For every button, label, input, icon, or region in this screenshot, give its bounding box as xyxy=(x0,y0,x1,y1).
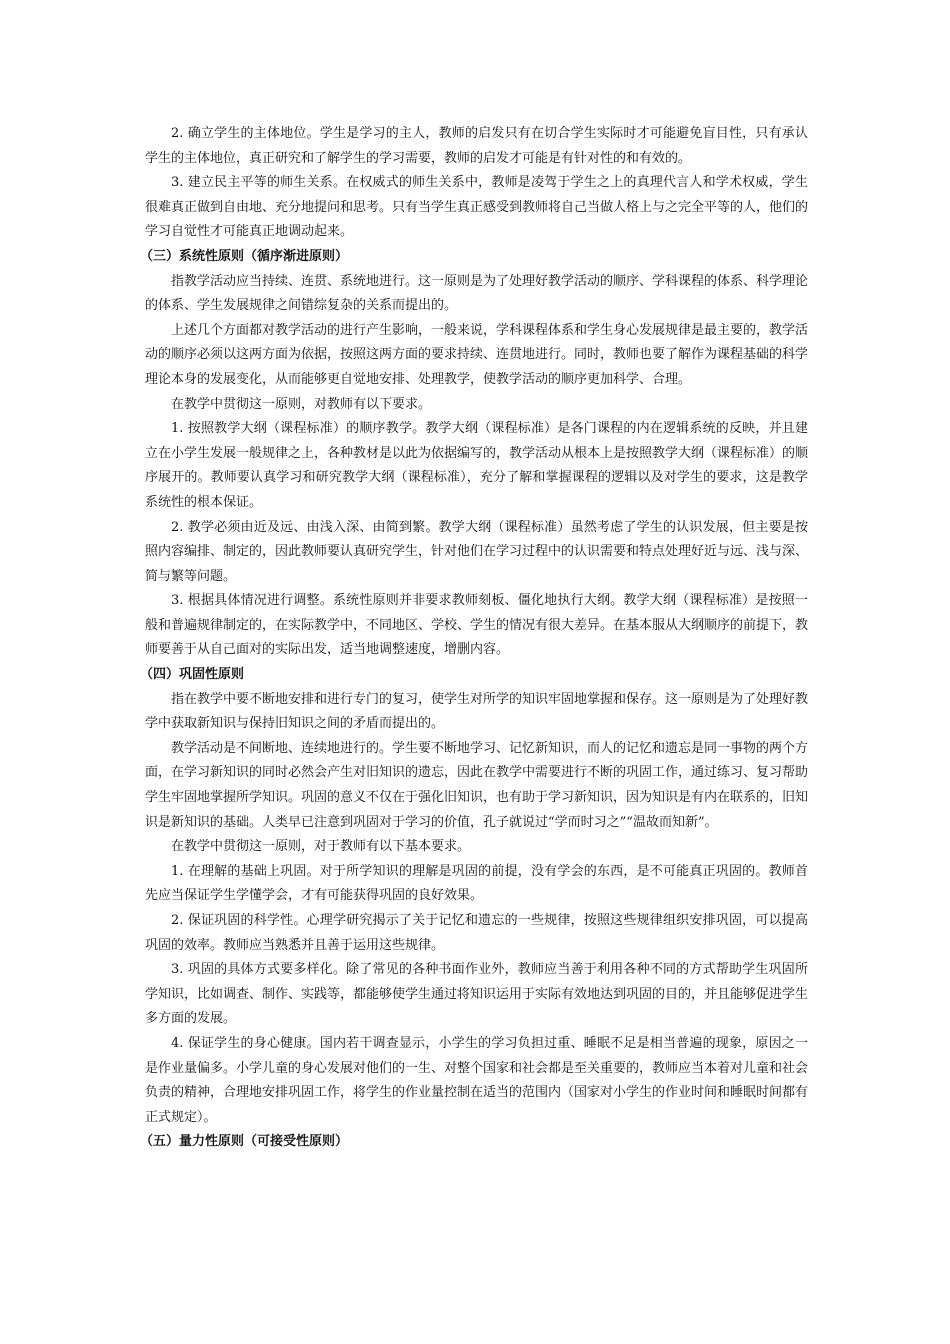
paragraph: 4. 保证学生的身心健康。国内若干调查显示，小学生的学习负担过重、睡眠不足是相当普遍的现象，原因之一是作业量偏多。小学儿童的身心发展对他们的一生、对整个国家和社会都是至关重要的，教师应当本着对儿童和社会负责的精神，合理地安排巩固工作，将学生的作业量控制在适当的范围内（国家对小学生的作业时间和睡眠时间都有正式规定）。 xyxy=(145,1035,809,1125)
paragraph: 1. 按照教学大纲（课程标准）的顺序教学。教学大纲（课程标准）是各门课程的内在逻辑系统的反映，并且建立在小学生发展一般规律之上，各种教材是以此为依据编写的，教学活动从根本上是按照教学大纲（课程标准）的顺序展开的。教师要认真学习和研究教学大纲（课程标准），充分了解和掌握课程的逻辑以及对学生的要求，这是教学系统性的根本保证。 xyxy=(145,421,809,510)
paragraph: 2. 确立学生的主体地位。学生是学习的主人，教师的启发只有在切合学生实际时才可能避免盲目性，只有承认学生的主体地位，真正研究和了解学生的学习需要，教师的启发才可能是有针对性的和有效的。 xyxy=(145,126,808,166)
paragraph: 1. 在理解的基础上巩固。对于所学知识的理解是巩固的前提，没有学会的东西，是不可能真正巩固的。教师首先应当保证学生学懂学会，才有可能获得巩固的良好效果。 xyxy=(145,863,808,904)
paragraph: 3. 巩固的具体方式要多样化。除了常见的各种书面作业外，教师应当善于利用各种不同的方式帮助学生巩固所学知识，比如调查、制作、实践等，都能够使学生通过将知识运用于实际有效地达到巩固的目的，并且能够促进学生多方面的发展。 xyxy=(145,962,809,1027)
section-heading: （三）系统性原则（循序渐进原则） xyxy=(140,248,349,264)
paragraph: 3. 建立民主平等的师生关系。在权威式的师生关系中，教师是凌驾于学生之上的真理代言人和学术权威，学生很难真正做到自由地、充分地提问和思考。只有当学生真正感受到教师将自己当做人格上与之完全平等的人，他们的学习自觉性才可能真正地调动起来。 xyxy=(145,175,809,240)
paragraph: 3. 根据具体情况进行调整。系统性原则并非要求教师刻板、僵化地执行大纲。教学大纲（课程标准）是按照一般和普遍规律制定的，在实际教学中，不同地区、学校、学生的情况有很大差异。在基本服从大纲顺序的前提下，教师要善于从自己面对的实际出发，适当地调整速度，增删内容。 xyxy=(145,593,809,658)
paragraph: 2. 保证巩固的科学性。心理学研究揭示了关于记忆和遗忘的一些规律，按照这些规律组织安排巩固，可以提高巩固的效率。教师应当熟悉并且善于运用这些规律。 xyxy=(145,913,808,953)
paragraph: 指教学活动应当持续、连贯、系统地进行。这一原则是为了处理好教学活动的顺序、学科课程的体系、科学理论的体系、学生发展规律之间错综复杂的关系而提出的。 xyxy=(145,273,809,314)
paragraph: 指在教学中要不断地安排和进行专门的复习，使学生对所学的知识牢固地掌握和保存。这一原则是为了处理好教学中获取新知识与保持旧知识之间的矛盾而提出的。 xyxy=(145,691,809,732)
paragraph: 在教学中贯彻这一原则，对教师有以下要求。 xyxy=(171,396,432,412)
paragraph: 上述几个方面都对教学活动的进行产生影响，一般来说，学科课程体系和学生身心发展规律是最主要的，教学活动的顺序必须以这两方面为依据，按照这两方面的要求持续、连贯地进行。同时，教师也要了解作为课程基础的科学理论本身的发展变化，从而能够更自觉地安排、处理教学，使教学活动的顺序更加科学、合理。 xyxy=(145,322,809,387)
section-heading: （五）量力性原则（可接受性原则） xyxy=(140,1134,349,1150)
document-page xyxy=(140,122,809,1155)
paragraph: 教学活动是不间断地、连续地进行的。学生要不断地学习、记忆新知识，而人的记忆和遗忘是同一事物的两个方面，在学习新知识的同时必然会产生对旧知识的遗忘，因此在教学中需要进行不断的巩固工作，通过练习、复习帮助学生牢固地掌握所学知识。巩固的意义不仅在于强化旧知识，也有助于学习新知识，因为知识是有内在联系的，旧知识是新知识的基础。人类早已注意到巩固对于学习的价值，孔子就说过“学而时习之”“温故而知新”。 xyxy=(145,740,809,830)
paragraph: 在教学中贯彻这一原则，对于教师有以下基本要求。 xyxy=(171,839,471,855)
paragraph: 2. 教学必须由近及远、由浅入深、由简到繁。教学大纲（课程标准）虽然考虑了学生的认识发展，但主要是按照内容编排、制定的，因此教师要认真研究学生，针对他们在学习过程中的认识需要和特点处理好近与远、浅与深、简与繁等问题。 xyxy=(145,519,809,584)
section-heading: （四）巩固性原则 xyxy=(140,667,245,683)
